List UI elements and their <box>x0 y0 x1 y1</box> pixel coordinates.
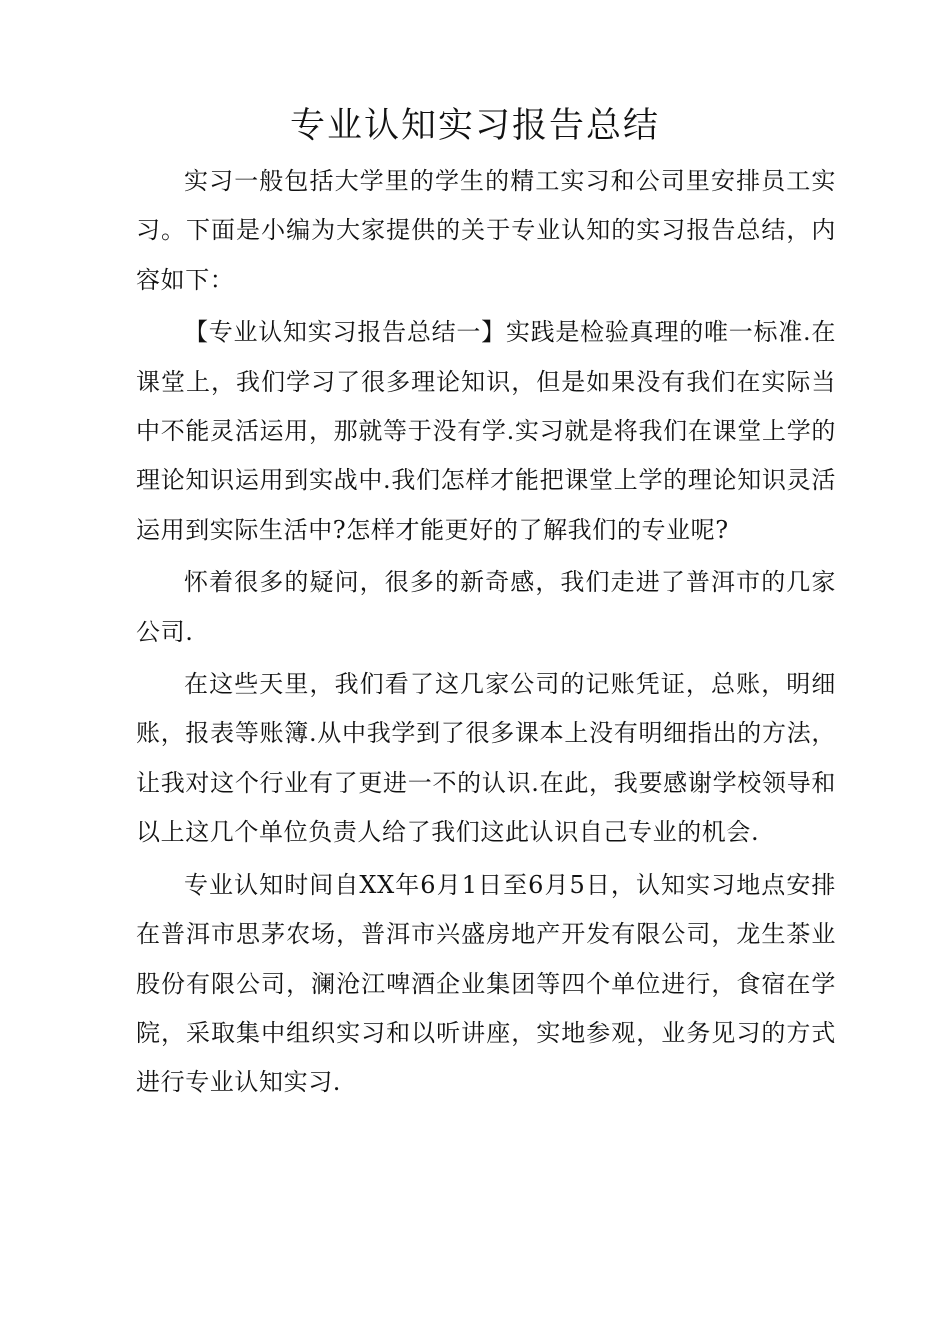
document-body <box>136 157 836 1111</box>
paragraph-questions: 怀着很多的疑问，很多的新奇感，我们走进了普洱市的几家公司. <box>136 568 836 646</box>
paragraph-learning: 在这些天里，我们看了这几家公司的记账凭证，总账，明细账，报表等账簿.从中我学到了很多课本上没有明细指出的方法，让我对这个行业有了更进一不的认识.在此，我要感谢学校领导和以上这几个单位负责人给了我们这此认识自己专业的机会. <box>136 670 836 847</box>
paragraph-intro: 实习一般包括大学里的学生的精工实习和公司里安排员工实习。下面是小编为大家提供的关于专业认知的实习报告总结，内容如下： <box>136 167 836 294</box>
paragraph-summary-one: 【专业认知实习报告总结一】实践是检验真理的唯一标准.在课堂上，我们学习了很多理论知识，但是如果没有我们在实际当中不能灵活运用，那就等于没有学.实习就是将我们在课堂上学的理论知识运用到实战中.我们怎样才能把课堂上学的理论知识灵活运用到实际生活中?怎样才能更好的了解我们的专业呢? <box>136 318 836 544</box>
paragraph-schedule: 专业认知时间自XX年6月1日至6月5日，认知实习地点安排在普洱市思茅农场，普洱市兴盛房地产开发有限公司，龙生茶业股份有限公司，澜沧江啤酒企业集团等四个单位进行，食宿在学院，采取集中组织实习和以听讲座，实地参观，业务见习的方式进行专业认知实习. <box>136 870 836 1097</box>
document-title: 专业认知实习报告总结 <box>289 106 660 146</box>
